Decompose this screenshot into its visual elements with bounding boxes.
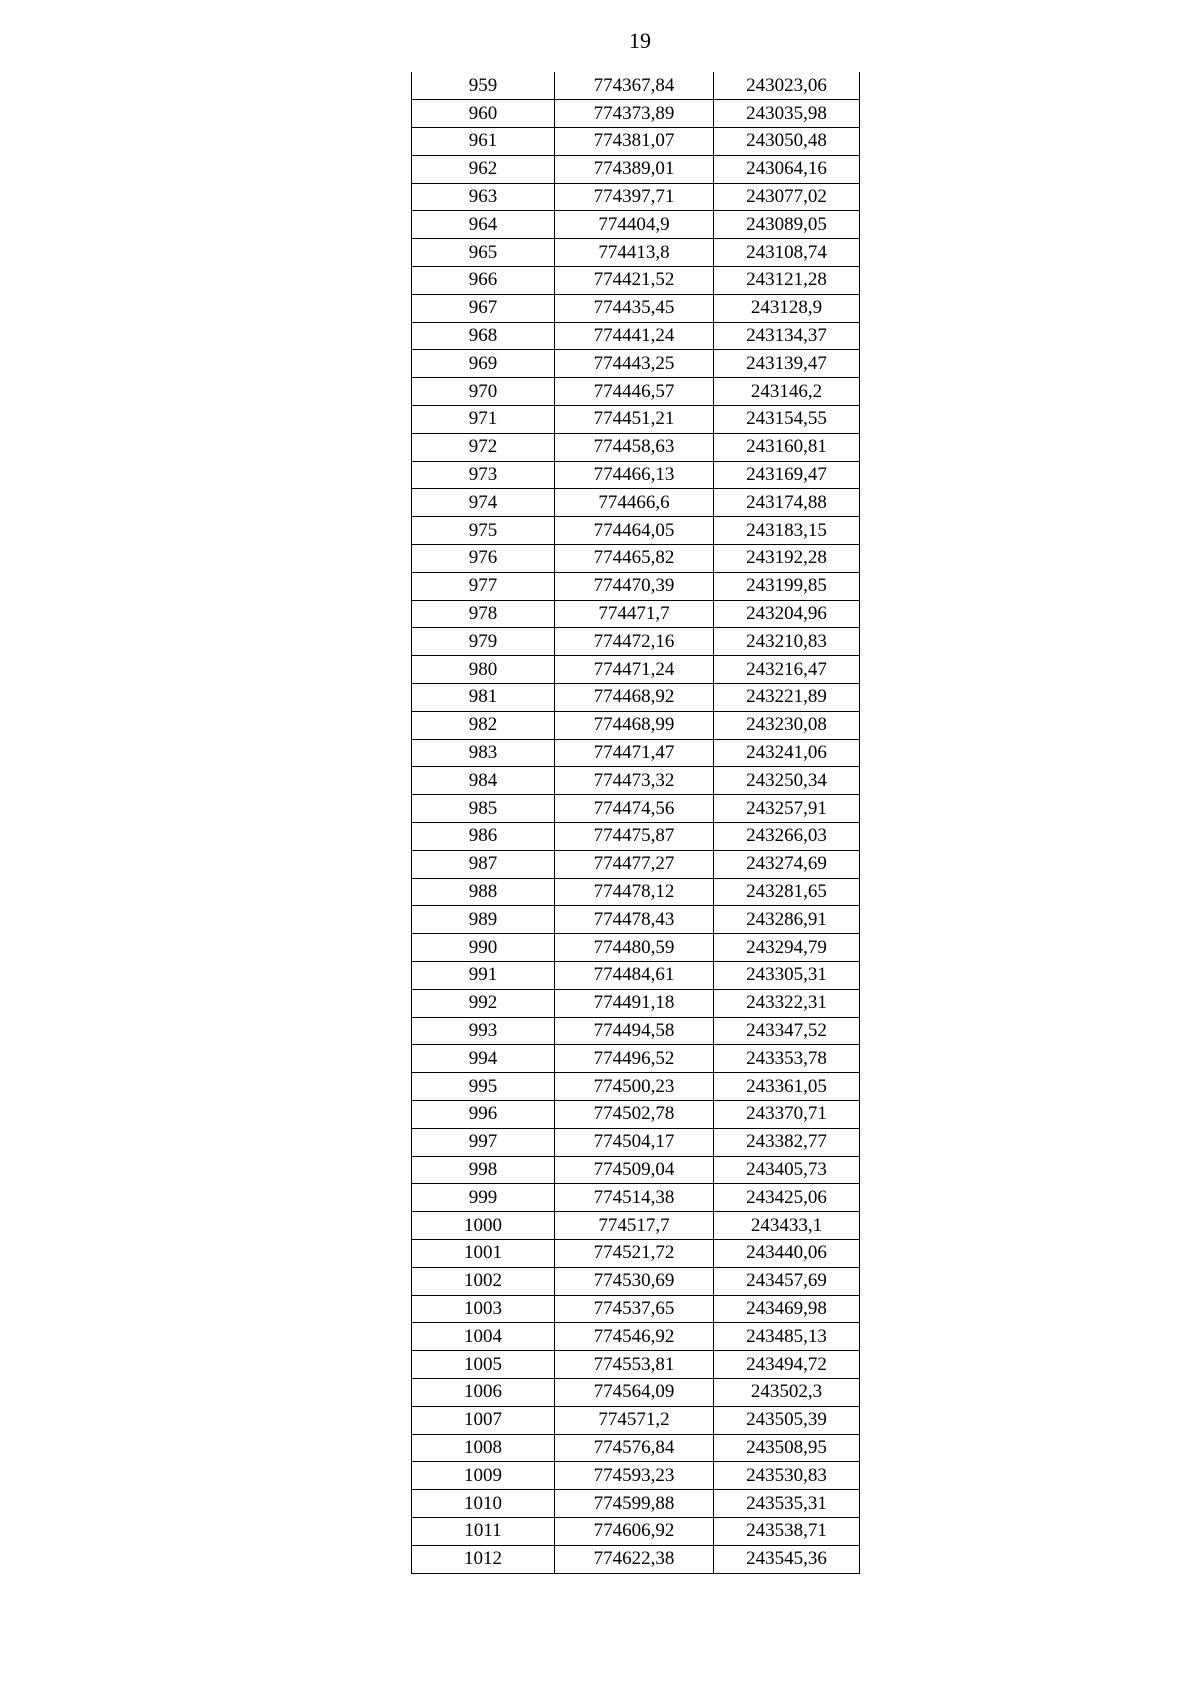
y-coordinate-cell: 243023,06 [714, 72, 860, 100]
y-coordinate-cell: 243545,36 [714, 1545, 860, 1573]
y-coordinate-cell: 243250,34 [714, 767, 860, 795]
x-coordinate-cell: 774472,16 [555, 628, 714, 656]
table-row [412, 1434, 860, 1462]
x-coordinate-cell: 774606,92 [555, 1517, 714, 1545]
y-coordinate-cell: 243204,96 [714, 600, 860, 628]
point-number-cell: 961 [412, 128, 555, 156]
y-coordinate-cell: 243035,98 [714, 100, 860, 128]
x-coordinate-cell: 774473,32 [555, 767, 714, 795]
x-coordinate-cell: 774517,7 [555, 1212, 714, 1240]
y-coordinate-cell: 243281,65 [714, 878, 860, 906]
y-coordinate-cell: 243089,05 [714, 211, 860, 239]
point-number-cell: 981 [412, 684, 555, 712]
x-coordinate-cell: 774564,09 [555, 1378, 714, 1406]
table-row [412, 211, 860, 239]
y-coordinate-cell: 243169,47 [714, 461, 860, 489]
y-coordinate-cell: 243294,79 [714, 934, 860, 962]
table-row [412, 628, 860, 656]
x-coordinate-cell: 774443,25 [555, 350, 714, 378]
x-coordinate-cell: 774521,72 [555, 1239, 714, 1267]
point-number-cell: 978 [412, 600, 555, 628]
table-row [412, 962, 860, 990]
point-number-cell: 976 [412, 545, 555, 573]
point-number-cell: 982 [412, 711, 555, 739]
table-row [412, 656, 860, 684]
x-coordinate-cell: 774466,13 [555, 461, 714, 489]
y-coordinate-cell: 243347,52 [714, 1017, 860, 1045]
table-row [412, 461, 860, 489]
table-row [412, 572, 860, 600]
point-number-cell: 1002 [412, 1267, 555, 1295]
table-row [412, 1545, 860, 1573]
y-coordinate-cell: 243530,83 [714, 1462, 860, 1490]
table-row [412, 878, 860, 906]
x-coordinate-cell: 774413,8 [555, 239, 714, 267]
x-coordinate-cell: 774373,89 [555, 100, 714, 128]
point-number-cell: 1000 [412, 1212, 555, 1240]
point-number-cell: 962 [412, 155, 555, 183]
point-number-cell: 999 [412, 1184, 555, 1212]
table-row [412, 1156, 860, 1184]
table-row [412, 406, 860, 434]
x-coordinate-cell: 774537,65 [555, 1295, 714, 1323]
table-row [412, 433, 860, 461]
point-number-cell: 1005 [412, 1351, 555, 1379]
point-number-cell: 989 [412, 906, 555, 934]
point-number-cell: 993 [412, 1017, 555, 1045]
y-coordinate-cell: 243485,13 [714, 1323, 860, 1351]
y-coordinate-cell: 243469,98 [714, 1295, 860, 1323]
x-coordinate-cell: 774509,04 [555, 1156, 714, 1184]
table-row [412, 1295, 860, 1323]
point-number-cell: 1004 [412, 1323, 555, 1351]
table-row [412, 1100, 860, 1128]
point-number-cell: 1001 [412, 1239, 555, 1267]
x-coordinate-cell: 774465,82 [555, 545, 714, 573]
table-row [412, 1045, 860, 1073]
x-coordinate-cell: 774496,52 [555, 1045, 714, 1073]
x-coordinate-cell: 774446,57 [555, 378, 714, 406]
x-coordinate-cell: 774441,24 [555, 322, 714, 350]
y-coordinate-cell: 243305,31 [714, 962, 860, 990]
x-coordinate-cell: 774367,84 [555, 72, 714, 100]
point-number-cell: 987 [412, 850, 555, 878]
x-coordinate-cell: 774468,99 [555, 711, 714, 739]
table-row [412, 239, 860, 267]
x-coordinate-cell: 774451,21 [555, 406, 714, 434]
y-coordinate-cell: 243064,16 [714, 155, 860, 183]
table-row [412, 1406, 860, 1434]
x-coordinate-cell: 774571,2 [555, 1406, 714, 1434]
y-coordinate-cell: 243108,74 [714, 239, 860, 267]
point-number-cell: 984 [412, 767, 555, 795]
table-row [412, 322, 860, 350]
x-coordinate-cell: 774470,39 [555, 572, 714, 600]
y-coordinate-cell: 243216,47 [714, 656, 860, 684]
x-coordinate-cell: 774514,38 [555, 1184, 714, 1212]
y-coordinate-cell: 243508,95 [714, 1434, 860, 1462]
y-coordinate-cell: 243353,78 [714, 1045, 860, 1073]
table-row [412, 1184, 860, 1212]
table-row [412, 684, 860, 712]
y-coordinate-cell: 243361,05 [714, 1073, 860, 1101]
y-coordinate-cell: 243505,39 [714, 1406, 860, 1434]
table-row [412, 1378, 860, 1406]
table-row [412, 767, 860, 795]
y-coordinate-cell: 243382,77 [714, 1128, 860, 1156]
x-coordinate-cell: 774389,01 [555, 155, 714, 183]
table-row [412, 183, 860, 211]
y-coordinate-cell: 243077,02 [714, 183, 860, 211]
x-coordinate-cell: 774435,45 [555, 294, 714, 322]
y-coordinate-cell: 243286,91 [714, 906, 860, 934]
table-row [412, 1017, 860, 1045]
y-coordinate-cell: 243160,81 [714, 433, 860, 461]
point-number-cell: 960 [412, 100, 555, 128]
y-coordinate-cell: 243183,15 [714, 517, 860, 545]
y-coordinate-cell: 243154,55 [714, 406, 860, 434]
point-number-cell: 985 [412, 795, 555, 823]
y-coordinate-cell: 243457,69 [714, 1267, 860, 1295]
table-row [412, 517, 860, 545]
point-number-cell: 977 [412, 572, 555, 600]
point-number-cell: 1003 [412, 1295, 555, 1323]
y-coordinate-cell: 243274,69 [714, 850, 860, 878]
table-row [412, 489, 860, 517]
x-coordinate-cell: 774474,56 [555, 795, 714, 823]
y-coordinate-cell: 243433,1 [714, 1212, 860, 1240]
y-coordinate-cell: 243134,37 [714, 322, 860, 350]
y-coordinate-cell: 243440,06 [714, 1239, 860, 1267]
table-row [412, 1073, 860, 1101]
point-number-cell: 968 [412, 322, 555, 350]
x-coordinate-cell: 774480,59 [555, 934, 714, 962]
point-number-cell: 990 [412, 934, 555, 962]
table-row [412, 350, 860, 378]
x-coordinate-cell: 774471,24 [555, 656, 714, 684]
table-row [412, 1267, 860, 1295]
point-number-cell: 994 [412, 1045, 555, 1073]
table-row [412, 711, 860, 739]
y-coordinate-cell: 243050,48 [714, 128, 860, 156]
x-coordinate-cell: 774593,23 [555, 1462, 714, 1490]
table-row [412, 850, 860, 878]
x-coordinate-cell: 774494,58 [555, 1017, 714, 1045]
point-number-cell: 972 [412, 433, 555, 461]
y-coordinate-cell: 243535,31 [714, 1490, 860, 1518]
table-row [412, 1323, 860, 1351]
coordinates-table-body [412, 72, 860, 1573]
y-coordinate-cell: 243257,91 [714, 795, 860, 823]
x-coordinate-cell: 774478,12 [555, 878, 714, 906]
y-coordinate-cell: 243192,28 [714, 545, 860, 573]
x-coordinate-cell: 774504,17 [555, 1128, 714, 1156]
point-number-cell: 1008 [412, 1434, 555, 1462]
x-coordinate-cell: 774475,87 [555, 823, 714, 851]
x-coordinate-cell: 774471,47 [555, 739, 714, 767]
point-number-cell: 979 [412, 628, 555, 656]
x-coordinate-cell: 774421,52 [555, 267, 714, 295]
point-number-cell: 964 [412, 211, 555, 239]
table-row [412, 739, 860, 767]
point-number-cell: 963 [412, 183, 555, 211]
table-row [412, 294, 860, 322]
point-number-cell: 965 [412, 239, 555, 267]
y-coordinate-cell: 243210,83 [714, 628, 860, 656]
x-coordinate-cell: 774491,18 [555, 989, 714, 1017]
point-number-cell: 986 [412, 823, 555, 851]
x-coordinate-cell: 774404,9 [555, 211, 714, 239]
table-row [412, 795, 860, 823]
point-number-cell: 1009 [412, 1462, 555, 1490]
table-row [412, 128, 860, 156]
table-row [412, 1239, 860, 1267]
point-number-cell: 996 [412, 1100, 555, 1128]
y-coordinate-cell: 243538,71 [714, 1517, 860, 1545]
table-row [412, 1128, 860, 1156]
y-coordinate-cell: 243199,85 [714, 572, 860, 600]
x-coordinate-cell: 774599,88 [555, 1490, 714, 1518]
table-row [412, 378, 860, 406]
y-coordinate-cell: 243121,28 [714, 267, 860, 295]
x-coordinate-cell: 774500,23 [555, 1073, 714, 1101]
point-number-cell: 997 [412, 1128, 555, 1156]
point-number-cell: 959 [412, 72, 555, 100]
table-row [412, 1517, 860, 1545]
table-row [412, 1351, 860, 1379]
point-number-cell: 970 [412, 378, 555, 406]
point-number-cell: 971 [412, 406, 555, 434]
point-number-cell: 995 [412, 1073, 555, 1101]
table-row [412, 989, 860, 1017]
x-coordinate-cell: 774471,7 [555, 600, 714, 628]
table-row [412, 1462, 860, 1490]
table-row [412, 100, 860, 128]
y-coordinate-cell: 243221,89 [714, 684, 860, 712]
x-coordinate-cell: 774622,38 [555, 1545, 714, 1573]
x-coordinate-cell: 774530,69 [555, 1267, 714, 1295]
table-row [412, 545, 860, 573]
page-number: 19 [629, 28, 651, 53]
y-coordinate-cell: 243128,9 [714, 294, 860, 322]
point-number-cell: 983 [412, 739, 555, 767]
table-row [412, 934, 860, 962]
y-coordinate-cell: 243425,06 [714, 1184, 860, 1212]
point-number-cell: 975 [412, 517, 555, 545]
x-coordinate-cell: 774477,27 [555, 850, 714, 878]
x-coordinate-cell: 774502,78 [555, 1100, 714, 1128]
point-number-cell: 1012 [412, 1545, 555, 1573]
x-coordinate-cell: 774381,07 [555, 128, 714, 156]
point-number-cell: 973 [412, 461, 555, 489]
y-coordinate-cell: 243241,06 [714, 739, 860, 767]
point-number-cell: 991 [412, 962, 555, 990]
x-coordinate-cell: 774458,63 [555, 433, 714, 461]
point-number-cell: 1011 [412, 1517, 555, 1545]
point-number-cell: 998 [412, 1156, 555, 1184]
y-coordinate-cell: 243322,31 [714, 989, 860, 1017]
coordinates-table [411, 72, 860, 1574]
point-number-cell: 980 [412, 656, 555, 684]
table-row [412, 823, 860, 851]
x-coordinate-cell: 774546,92 [555, 1323, 714, 1351]
y-coordinate-cell: 243174,88 [714, 489, 860, 517]
x-coordinate-cell: 774464,05 [555, 517, 714, 545]
point-number-cell: 992 [412, 989, 555, 1017]
table-row [412, 155, 860, 183]
x-coordinate-cell: 774468,92 [555, 684, 714, 712]
y-coordinate-cell: 243370,71 [714, 1100, 860, 1128]
y-coordinate-cell: 243266,03 [714, 823, 860, 851]
table-row [412, 600, 860, 628]
x-coordinate-cell: 774478,43 [555, 906, 714, 934]
x-coordinate-cell: 774484,61 [555, 962, 714, 990]
point-number-cell: 1010 [412, 1490, 555, 1518]
x-coordinate-cell: 774466,6 [555, 489, 714, 517]
table-row [412, 1490, 860, 1518]
y-coordinate-cell: 243494,72 [714, 1351, 860, 1379]
y-coordinate-cell: 243230,08 [714, 711, 860, 739]
table-row [412, 72, 860, 100]
x-coordinate-cell: 774576,84 [555, 1434, 714, 1462]
x-coordinate-cell: 774553,81 [555, 1351, 714, 1379]
x-coordinate-cell: 774397,71 [555, 183, 714, 211]
point-number-cell: 966 [412, 267, 555, 295]
y-coordinate-cell: 243502,3 [714, 1378, 860, 1406]
point-number-cell: 974 [412, 489, 555, 517]
y-coordinate-cell: 243405,73 [714, 1156, 860, 1184]
point-number-cell: 969 [412, 350, 555, 378]
point-number-cell: 967 [412, 294, 555, 322]
point-number-cell: 1006 [412, 1378, 555, 1406]
y-coordinate-cell: 243139,47 [714, 350, 860, 378]
point-number-cell: 1007 [412, 1406, 555, 1434]
y-coordinate-cell: 243146,2 [714, 378, 860, 406]
table-row [412, 906, 860, 934]
point-number-cell: 988 [412, 878, 555, 906]
table-row [412, 1212, 860, 1240]
table-row [412, 267, 860, 295]
